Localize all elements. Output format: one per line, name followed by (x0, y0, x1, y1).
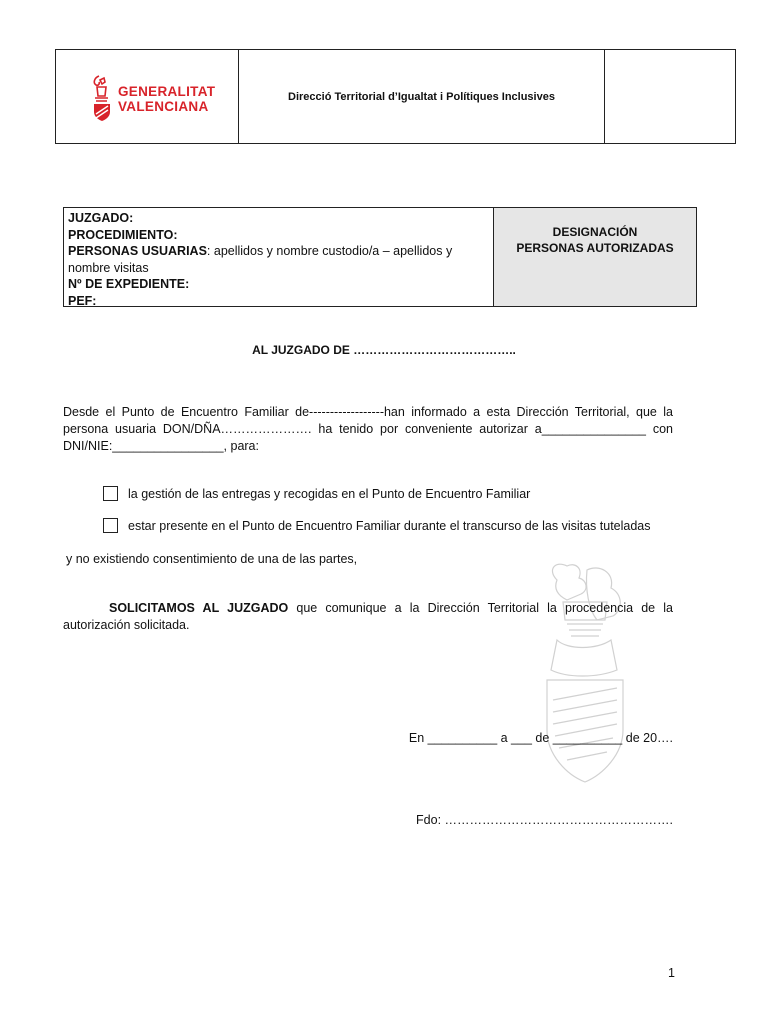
request-bold: SOLICITAMOS AL JUZGADO (109, 601, 289, 615)
request-rest: que comunique a la Dirección Territorial la procedencia de la autorización solicitada. (63, 601, 673, 632)
header-title: Direcció Territorial d’Igualtat i Polítiques Inclusives (288, 90, 555, 103)
expediente-label: Nº DE EXPEDIENTE: (68, 277, 190, 291)
consent-text: y no existiendo consentimiento de una de las partes, (66, 552, 358, 566)
designation-line2: PERSONAS AUTORIZADAS (516, 241, 674, 255)
juzgado-label: JUZGADO: (68, 211, 134, 225)
case-info-box (63, 207, 697, 307)
designation-cell (494, 208, 696, 306)
option-label: estar presente en el Punto de Encuentro Familiar durante el transcurso de las visitas tuteladas (128, 518, 651, 533)
request-paragraph (63, 600, 673, 634)
option-label: la gestión de las entregas y recogidas en el Punto de Encuentro Familiar (128, 486, 531, 501)
pef-label: PEF: (68, 293, 97, 308)
option-row (103, 518, 651, 533)
option-row (103, 486, 530, 501)
personas-label: PERSONAS USUARIAS (68, 244, 207, 258)
coat-of-arms-watermark-icon (527, 560, 637, 785)
signature-line: Fdo: ………………………………………………. (416, 813, 673, 827)
case-info-fields (64, 208, 494, 306)
designation-line1: DESIGNACIÓN (552, 225, 638, 239)
page-number: 1 (668, 966, 675, 980)
generalitat-logo-icon (90, 74, 114, 122)
header-title-cell (239, 50, 605, 143)
logo-text-line2: VALENCIANA (118, 99, 209, 114)
document-header (55, 49, 736, 144)
header-empty-cell (605, 50, 735, 143)
court-heading: AL JUZGADO DE ………………………………….. (252, 343, 516, 357)
logo-cell (56, 50, 239, 143)
personas-value: : apellidos y nombre custodio/a – apellidos y nombre visitas (68, 244, 453, 275)
logo-text (118, 84, 215, 114)
logo-text-line1: GENERALITAT (118, 84, 216, 99)
procedimiento-label: PROCEDIMIENTO: (68, 227, 178, 242)
option-checkbox[interactable] (103, 518, 118, 533)
intro-paragraph: Desde el Punto de Encuentro Familiar de------------------han informado a esta Dirección Territorial, que la persona usuaria DON/DÑA…………………. ha tenido por conveniente autorizar a_______________ con DNI/NIE:________________, para: (63, 405, 673, 453)
option-checkbox[interactable] (103, 486, 118, 501)
date-line: En __________ a ___ de __________ de 20…. (408, 731, 673, 745)
